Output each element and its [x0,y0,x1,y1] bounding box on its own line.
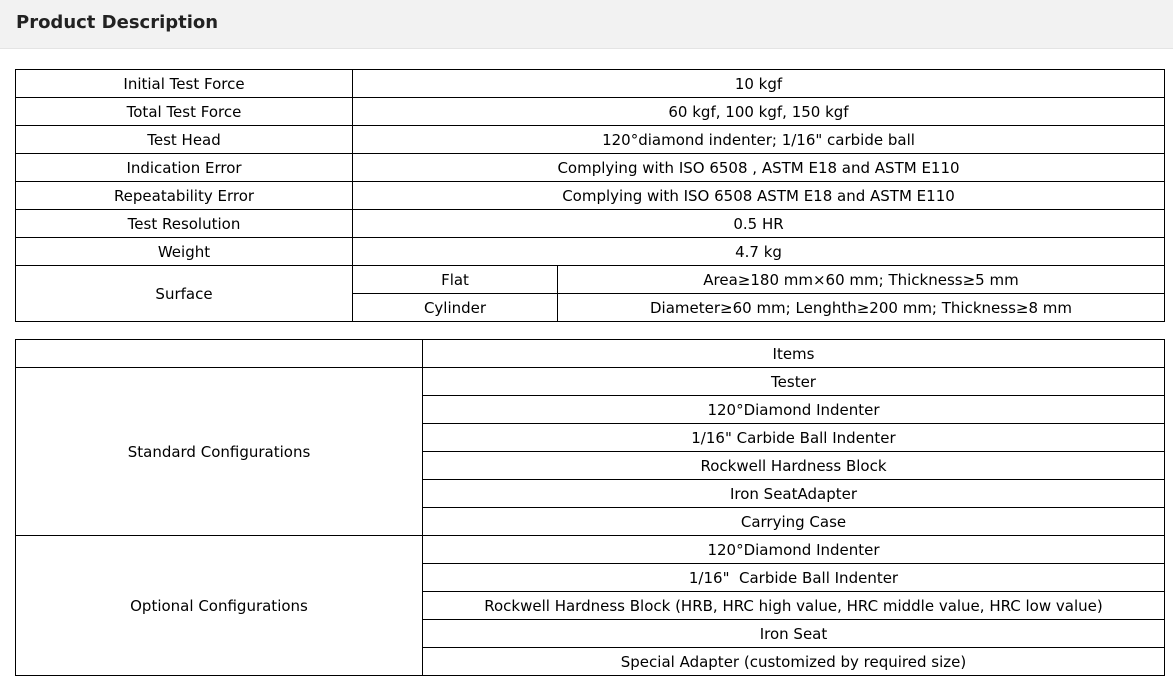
spec-label: Total Test Force [16,98,353,126]
surface-type: Flat [353,266,558,294]
table-row [16,98,1165,126]
config-item: 1/16" Carbide Ball Indenter [423,424,1165,452]
specifications-table [15,69,1165,322]
header-cell-blank [16,340,423,368]
spec-label: Test Head [16,126,353,154]
table-row [16,536,1165,564]
spec-value: 120°diamond indenter; 1/16" carbide ball [353,126,1165,154]
config-item: 1/16" Carbide Ball Indenter [423,564,1165,592]
spec-value: 0.5 HR [353,210,1165,238]
config-item: 120°Diamond Indenter [423,396,1165,424]
table-row [16,126,1165,154]
config-item: Iron SeatAdapter [423,480,1165,508]
config-item: 120°Diamond Indenter [423,536,1165,564]
standard-configurations-label: Standard Configurations [16,368,423,536]
spec-label: Weight [16,238,353,266]
config-item: Rockwell Hardness Block (HRB, HRC high value, HRC middle value, HRC low value) [423,592,1165,620]
table-row [16,70,1165,98]
spec-value: Complying with ISO 6508 , ASTM E18 and ASTM E110 [353,154,1165,182]
spec-value: 4.7 kg [353,238,1165,266]
surface-requirement: Area≥180 mm×60 mm; Thickness≥5 mm [558,266,1165,294]
config-item: Tester [423,368,1165,396]
spec-value: Complying with ISO 6508 ASTM E18 and ASTM E110 [353,182,1165,210]
section-title: Product Description [16,12,219,33]
spec-label: Repeatability Error [16,182,353,210]
table-row [16,154,1165,182]
spec-label: Test Resolution [16,210,353,238]
config-item: Rockwell Hardness Block [423,452,1165,480]
header-cell-items: Items [423,340,1165,368]
spec-value: 10 kgf [353,70,1165,98]
configurations-table [15,339,1165,676]
table-row [16,368,1165,396]
config-item: Carrying Case [423,508,1165,536]
config-item: Special Adapter (customized by required size) [423,648,1165,676]
spec-label: Indication Error [16,154,353,182]
table-row [16,238,1165,266]
spec-label: Initial Test Force [16,70,353,98]
table-header-row [16,340,1165,368]
surface-requirement: Diameter≥60 mm; Lenghth≥200 mm; Thickness≥8 mm [558,294,1165,322]
table-row [16,210,1165,238]
optional-configurations-label: Optional Configurations [16,536,423,676]
table-row [16,182,1165,210]
section-header [0,0,1173,49]
config-item: Iron Seat [423,620,1165,648]
table-row [16,266,1165,294]
spec-value: 60 kgf, 100 kgf, 150 kgf [353,98,1165,126]
surface-type: Cylinder [353,294,558,322]
spec-label-surface: Surface [16,266,353,322]
